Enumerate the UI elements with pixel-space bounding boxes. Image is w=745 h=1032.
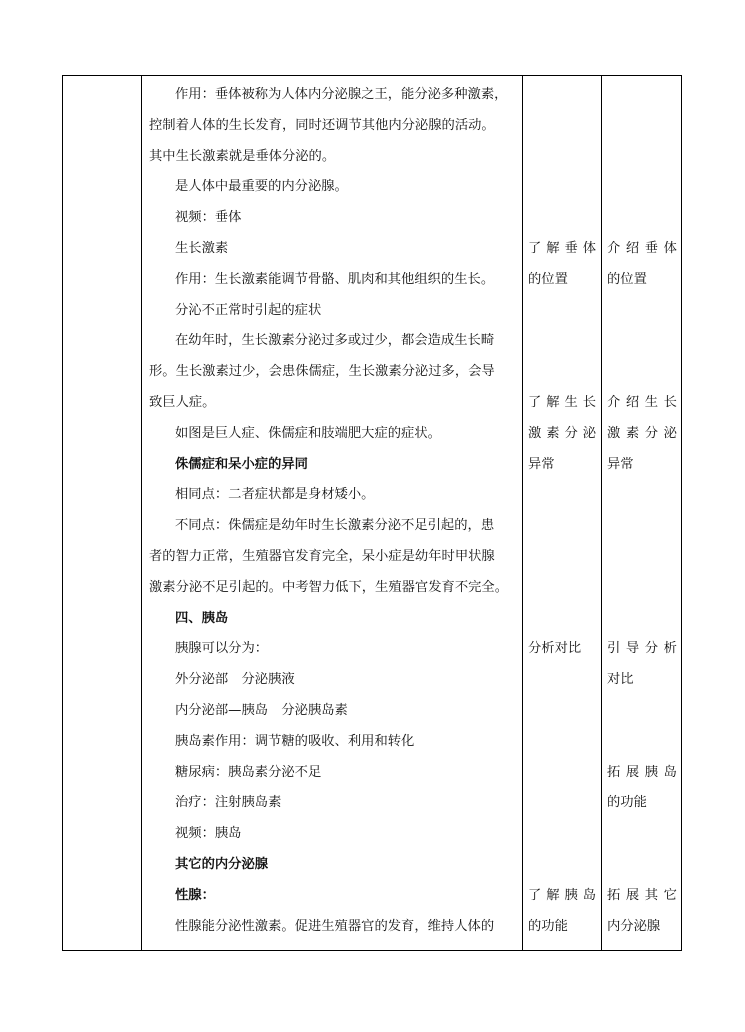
student-activity — [523, 634, 601, 665]
content-line: 控制着人体的生长发育，同时还调节其他内分泌腺的活动。 — [149, 117, 495, 133]
teacher-activity-line: 介 绍 生 长 — [607, 395, 677, 410]
teacher-activity-line: 异常 — [607, 456, 634, 472]
content-line: 在幼年时，生长激素分泌过多或过少，都会造成生长畸 — [175, 333, 495, 349]
content-line: 治疗：注射胰岛素 — [175, 795, 282, 811]
section-heading: 其它的内分泌腺 — [175, 856, 269, 872]
student-activity — [523, 881, 601, 943]
teacher-activity-line: 的位置 — [607, 271, 647, 287]
student-activity-line: 的功能 — [528, 918, 568, 934]
student-activity — [523, 234, 601, 296]
content-line: 如图是巨人症、侏儒症和肢端肥大症的症状。 — [175, 425, 441, 441]
teacher-activity — [602, 388, 682, 480]
column-divider — [522, 76, 523, 950]
content-line: 是人体中最重要的内分泌腺。 — [175, 179, 348, 195]
content-line: 内分泌部—胰岛 分泌胰岛素 — [175, 702, 348, 718]
student-activity-line: 激 素 分 泌 — [528, 425, 596, 441]
teacher-activity-line: 的功能 — [607, 795, 647, 811]
content-line: 生长激素 — [175, 240, 229, 256]
student-activity — [523, 388, 601, 480]
content-line: 激素分泌不足引起的。中考智力低下，生殖器官发育不完全。 — [149, 579, 509, 595]
teacher-activity-line: 拓 展 胰 岛 — [607, 764, 677, 780]
teacher-activity — [602, 881, 682, 943]
teacher-activity — [602, 234, 682, 296]
content-line: 外分泌部 分泌胰液 — [175, 672, 295, 688]
content-line: 作用：生长激素能调节骨骼、肌肉和其他组织的生长。 — [175, 271, 495, 287]
content-line: 者的智力正常，生殖器官发育完全，呆小症是幼年时甲状腺 — [149, 548, 495, 564]
teacher-activity — [602, 634, 682, 696]
lesson-table — [62, 75, 682, 951]
content-line: 形。生长激素过少，会患侏儒症，生长激素分泌过多，会导 — [149, 364, 495, 380]
teacher-activity-line: 对比 — [607, 672, 634, 688]
content-line: 作用：垂体被称为人体内分泌腺之王，能分泌多种激素， — [175, 87, 508, 102]
content-line: 视频：垂体 — [175, 210, 242, 226]
student-activity-line: 了 解 垂 体 — [528, 241, 596, 256]
section-heading: 性腺： — [175, 887, 215, 903]
content-line: 视频：胰岛 — [175, 826, 242, 842]
content-line: 相同点：二者症状都是身材矮小。 — [175, 487, 375, 503]
content-line: 性腺能分泌性激素。促进生殖器官的发育，维持人体的 — [175, 918, 495, 934]
content-line: 不同点：侏儒症是幼年时生长激素分泌不足引起的，患 — [175, 518, 495, 534]
student-activity-line: 的位置 — [528, 271, 568, 287]
teacher-activity-line: 引 导 分 析 — [607, 641, 677, 657]
content-line: 致巨人症。 — [149, 394, 216, 410]
teacher-activity-line: 激 素 分 泌 — [607, 425, 677, 441]
section-heading: 侏儒症和呆小症的异同 — [175, 456, 308, 472]
teacher-activity-line: 内分泌腺 — [607, 918, 661, 934]
content-line: 胰岛素作用：调节糖的吸收、利用和转化 — [175, 733, 415, 749]
student-activity-line: 了 解 生 长 — [528, 395, 596, 410]
content-line: 分沁不正常时引起的症状 — [175, 302, 322, 318]
student-activity-line: 分析对比 — [528, 641, 582, 657]
teacher-activity-line: 拓 展 其 它 — [607, 887, 677, 903]
content-line: 糖尿病：胰岛素分泌不足 — [175, 764, 322, 780]
teaching-content-column — [142, 76, 522, 942]
content-line: 其中生长激素就是垂体分泌的。 — [149, 148, 336, 164]
content-line: 胰腺可以分为： — [175, 641, 269, 657]
teacher-activity — [602, 758, 682, 820]
student-activity-line: 异常 — [528, 456, 555, 472]
teacher-activity-line: 介 绍 垂 体 — [607, 241, 677, 256]
student-activity-line: 了 解 胰 岛 — [528, 887, 596, 903]
section-heading: 四、胰岛 — [175, 610, 229, 626]
